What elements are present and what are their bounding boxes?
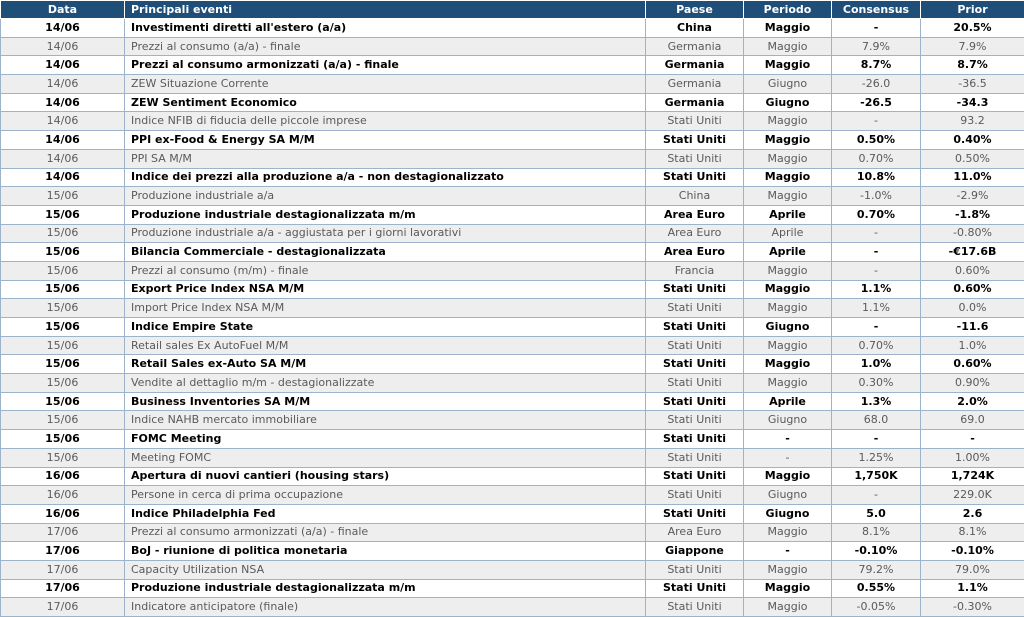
cell-event: Produzione industriale a/a - aggiustata per i giorni lavorativi [125, 224, 646, 243]
cell-period: Maggio [744, 467, 832, 486]
cell-event: Persone in cerca di prima occupazione [125, 486, 646, 505]
cell-consensus: 7.9% [832, 37, 921, 56]
table-row [1, 448, 1024, 467]
table-row [1, 523, 1024, 542]
cell-period: Maggio [744, 149, 832, 168]
cell-prior: 0.60% [921, 261, 1024, 280]
cell-country: Stati Uniti [646, 504, 744, 523]
cell-consensus: 0.55% [832, 579, 921, 598]
header-consensus: Consensus [832, 1, 921, 19]
cell-prior: 79.0% [921, 560, 1024, 579]
cell-date: 15/06 [1, 411, 125, 430]
cell-prior: -2.9% [921, 187, 1024, 206]
cell-period: Maggio [744, 355, 832, 374]
cell-consensus: 8.7% [832, 56, 921, 75]
cell-country: Stati Uniti [646, 430, 744, 449]
cell-date: 15/06 [1, 299, 125, 318]
cell-period: Giugno [744, 318, 832, 337]
cell-date: 14/06 [1, 75, 125, 94]
cell-date: 15/06 [1, 392, 125, 411]
cell-event: ZEW Situazione Corrente [125, 75, 646, 94]
cell-event: Retail sales Ex AutoFuel M/M [125, 336, 646, 355]
table-row [1, 205, 1024, 224]
cell-prior: 69.0 [921, 411, 1024, 430]
cell-period: Maggio [744, 168, 832, 187]
table-row [1, 355, 1024, 374]
cell-consensus: 0.30% [832, 374, 921, 393]
cell-country: Germania [646, 93, 744, 112]
cell-date: 14/06 [1, 131, 125, 150]
cell-consensus: 0.70% [832, 336, 921, 355]
table-row [1, 261, 1024, 280]
cell-date: 15/06 [1, 243, 125, 262]
cell-period: Aprile [744, 205, 832, 224]
cell-country: Stati Uniti [646, 392, 744, 411]
cell-event: Apertura di nuovi cantieri (housing stars) [125, 467, 646, 486]
cell-event: Indice Philadelphia Fed [125, 504, 646, 523]
cell-period: Giugno [744, 75, 832, 94]
table-row [1, 112, 1024, 131]
cell-date: 16/06 [1, 504, 125, 523]
cell-consensus: 1.1% [832, 280, 921, 299]
cell-date: 14/06 [1, 93, 125, 112]
table-row [1, 560, 1024, 579]
cell-consensus: - [832, 112, 921, 131]
cell-country: Stati Uniti [646, 598, 744, 617]
cell-prior: -€17.6B [921, 243, 1024, 262]
cell-period: - [744, 448, 832, 467]
cell-period: Giugno [744, 93, 832, 112]
cell-period: - [744, 542, 832, 561]
header-country: Paese [646, 1, 744, 19]
cell-country: Stati Uniti [646, 579, 744, 598]
cell-country: Stati Uniti [646, 280, 744, 299]
cell-period: Maggio [744, 37, 832, 56]
table-row [1, 486, 1024, 505]
cell-period: Maggio [744, 187, 832, 206]
cell-date: 16/06 [1, 467, 125, 486]
table-row [1, 56, 1024, 75]
table-row [1, 243, 1024, 262]
cell-country: Stati Uniti [646, 560, 744, 579]
header-period: Periodo [744, 1, 832, 19]
cell-event: PPI ex-Food & Energy SA M/M [125, 131, 646, 150]
cell-event: Export Price Index NSA M/M [125, 280, 646, 299]
cell-country: Stati Uniti [646, 299, 744, 318]
cell-consensus: 1,750K [832, 467, 921, 486]
table-body [1, 19, 1024, 617]
cell-date: 15/06 [1, 261, 125, 280]
cell-date: 17/06 [1, 560, 125, 579]
table-row [1, 280, 1024, 299]
cell-period: Maggio [744, 299, 832, 318]
cell-consensus: 1.25% [832, 448, 921, 467]
cell-date: 15/06 [1, 224, 125, 243]
cell-consensus: - [832, 486, 921, 505]
cell-event: Prezzi al consumo (a/a) - finale [125, 37, 646, 56]
cell-date: 15/06 [1, 448, 125, 467]
table-row [1, 299, 1024, 318]
cell-country: China [646, 19, 744, 38]
cell-country: Stati Uniti [646, 131, 744, 150]
cell-period: Giugno [744, 504, 832, 523]
cell-event: Prezzi al consumo armonizzati (a/a) - finale [125, 56, 646, 75]
cell-period: Giugno [744, 486, 832, 505]
cell-period: Maggio [744, 560, 832, 579]
header-date: Data [1, 1, 125, 19]
table-row [1, 19, 1024, 38]
cell-prior: 7.9% [921, 37, 1024, 56]
cell-consensus: - [832, 19, 921, 38]
cell-country: Stati Uniti [646, 411, 744, 430]
cell-country: Stati Uniti [646, 355, 744, 374]
table-row [1, 579, 1024, 598]
cell-country: Stati Uniti [646, 448, 744, 467]
table-row [1, 149, 1024, 168]
table-row [1, 392, 1024, 411]
cell-prior: 1.0% [921, 336, 1024, 355]
table-row [1, 168, 1024, 187]
cell-country: Stati Uniti [646, 467, 744, 486]
cell-prior: 8.7% [921, 56, 1024, 75]
cell-country: China [646, 187, 744, 206]
cell-date: 14/06 [1, 56, 125, 75]
cell-event: Indice NAHB mercato immobiliare [125, 411, 646, 430]
cell-event: Indicatore anticipatore (finale) [125, 598, 646, 617]
header-prior: Prior [921, 1, 1024, 19]
cell-country: Stati Uniti [646, 318, 744, 337]
cell-date: 15/06 [1, 280, 125, 299]
cell-consensus: 10.8% [832, 168, 921, 187]
table-row [1, 37, 1024, 56]
cell-period: Maggio [744, 56, 832, 75]
cell-consensus: -0.10% [832, 542, 921, 561]
cell-consensus: 8.1% [832, 523, 921, 542]
cell-event: Prezzi al consumo armonizzati (a/a) - finale [125, 523, 646, 542]
cell-country: Area Euro [646, 523, 744, 542]
cell-country: Giappone [646, 542, 744, 561]
cell-event: FOMC Meeting [125, 430, 646, 449]
cell-period: Maggio [744, 112, 832, 131]
cell-prior: -36.5 [921, 75, 1024, 94]
cell-period: Maggio [744, 523, 832, 542]
cell-prior: -0.80% [921, 224, 1024, 243]
table-row [1, 93, 1024, 112]
cell-prior: 20.5% [921, 19, 1024, 38]
table-row [1, 336, 1024, 355]
cell-country: Germania [646, 56, 744, 75]
cell-prior: 11.0% [921, 168, 1024, 187]
cell-consensus: -1.0% [832, 187, 921, 206]
table-row [1, 467, 1024, 486]
cell-prior: 0.60% [921, 280, 1024, 299]
cell-consensus: 5.0 [832, 504, 921, 523]
cell-period: Giugno [744, 411, 832, 430]
cell-date: 17/06 [1, 542, 125, 561]
cell-date: 14/06 [1, 19, 125, 38]
cell-date: 15/06 [1, 374, 125, 393]
cell-period: Maggio [744, 19, 832, 38]
header-event: Principali eventi [125, 1, 646, 19]
cell-event: Retail Sales ex-Auto SA M/M [125, 355, 646, 374]
cell-consensus: 68.0 [832, 411, 921, 430]
cell-date: 15/06 [1, 336, 125, 355]
cell-period: Maggio [744, 131, 832, 150]
cell-consensus: -0.05% [832, 598, 921, 617]
cell-event: Capacity Utilization NSA [125, 560, 646, 579]
cell-consensus: - [832, 224, 921, 243]
cell-event: Indice NFIB di fiducia delle piccole imprese [125, 112, 646, 131]
cell-event: Meeting FOMC [125, 448, 646, 467]
cell-prior: 0.40% [921, 131, 1024, 150]
cell-period: Aprile [744, 243, 832, 262]
cell-date: 17/06 [1, 523, 125, 542]
table-row [1, 430, 1024, 449]
cell-period: Maggio [744, 374, 832, 393]
cell-prior: 93.2 [921, 112, 1024, 131]
cell-period: Aprile [744, 392, 832, 411]
cell-prior: 1.00% [921, 448, 1024, 467]
cell-event: Indice dei prezzi alla produzione a/a - non destagionalizzato [125, 168, 646, 187]
cell-period: Maggio [744, 579, 832, 598]
cell-event: BoJ - riunione di politica monetaria [125, 542, 646, 561]
table-row [1, 75, 1024, 94]
cell-date: 16/06 [1, 486, 125, 505]
cell-event: Produzione industriale a/a [125, 187, 646, 206]
table-row [1, 224, 1024, 243]
cell-date: 17/06 [1, 579, 125, 598]
cell-period: Maggio [744, 336, 832, 355]
cell-prior: -0.10% [921, 542, 1024, 561]
cell-date: 15/06 [1, 318, 125, 337]
cell-date: 14/06 [1, 37, 125, 56]
cell-date: 14/06 [1, 168, 125, 187]
cell-event: PPI SA M/M [125, 149, 646, 168]
cell-prior: 8.1% [921, 523, 1024, 542]
cell-consensus: - [832, 261, 921, 280]
cell-prior: 0.60% [921, 355, 1024, 374]
cell-prior: -11.6 [921, 318, 1024, 337]
cell-event: Investimenti diretti all'estero (a/a) [125, 19, 646, 38]
table-row [1, 187, 1024, 206]
cell-prior: 0.50% [921, 149, 1024, 168]
cell-date: 17/06 [1, 598, 125, 617]
cell-consensus: 1.1% [832, 299, 921, 318]
cell-country: Germania [646, 37, 744, 56]
table-row [1, 504, 1024, 523]
cell-prior: - [921, 430, 1024, 449]
cell-event: ZEW Sentiment Economico [125, 93, 646, 112]
cell-event: Produzione industriale destagionalizzata m/m [125, 579, 646, 598]
cell-country: Area Euro [646, 205, 744, 224]
cell-consensus: 0.70% [832, 205, 921, 224]
cell-country: Stati Uniti [646, 149, 744, 168]
cell-consensus: 79.2% [832, 560, 921, 579]
cell-event: Bilancia Commerciale - destagionalizzata [125, 243, 646, 262]
cell-country: Germania [646, 75, 744, 94]
table-header-row [1, 1, 1024, 19]
cell-prior: 229.0K [921, 486, 1024, 505]
cell-date: 15/06 [1, 205, 125, 224]
cell-date: 15/06 [1, 187, 125, 206]
cell-consensus: - [832, 318, 921, 337]
cell-prior: 2.6 [921, 504, 1024, 523]
cell-event: Vendite al dettaglio m/m - destagionalizzate [125, 374, 646, 393]
cell-event: Prezzi al consumo (m/m) - finale [125, 261, 646, 280]
cell-country: Stati Uniti [646, 336, 744, 355]
cell-consensus: 0.50% [832, 131, 921, 150]
cell-country: Stati Uniti [646, 112, 744, 131]
cell-period: Aprile [744, 224, 832, 243]
cell-consensus: - [832, 243, 921, 262]
cell-prior: -1.8% [921, 205, 1024, 224]
cell-prior: 0.90% [921, 374, 1024, 393]
cell-prior: 1,724K [921, 467, 1024, 486]
cell-date: 15/06 [1, 355, 125, 374]
cell-consensus: 0.70% [832, 149, 921, 168]
cell-country: Stati Uniti [646, 168, 744, 187]
cell-prior: -0.30% [921, 598, 1024, 617]
cell-event: Import Price Index NSA M/M [125, 299, 646, 318]
cell-country: Francia [646, 261, 744, 280]
cell-country: Stati Uniti [646, 486, 744, 505]
cell-event: Indice Empire State [125, 318, 646, 337]
cell-country: Stati Uniti [646, 374, 744, 393]
cell-consensus: -26.0 [832, 75, 921, 94]
cell-country: Area Euro [646, 243, 744, 262]
table-row [1, 374, 1024, 393]
cell-date: 14/06 [1, 149, 125, 168]
table-row [1, 411, 1024, 430]
cell-consensus: 1.3% [832, 392, 921, 411]
cell-period: Maggio [744, 280, 832, 299]
cell-period: Maggio [744, 598, 832, 617]
table-row [1, 318, 1024, 337]
table-row [1, 542, 1024, 561]
cell-prior: 1.1% [921, 579, 1024, 598]
cell-period: Maggio [744, 261, 832, 280]
cell-consensus: -26.5 [832, 93, 921, 112]
cell-date: 14/06 [1, 112, 125, 131]
cell-date: 15/06 [1, 430, 125, 449]
cell-period: - [744, 430, 832, 449]
cell-event: Business Inventories SA M/M [125, 392, 646, 411]
table-row [1, 598, 1024, 617]
cell-consensus: - [832, 430, 921, 449]
cell-prior: -34.3 [921, 93, 1024, 112]
cell-consensus: 1.0% [832, 355, 921, 374]
cell-country: Area Euro [646, 224, 744, 243]
cell-prior: 2.0% [921, 392, 1024, 411]
cell-prior: 0.0% [921, 299, 1024, 318]
cell-event: Produzione industriale destagionalizzata m/m [125, 205, 646, 224]
table-row [1, 131, 1024, 150]
